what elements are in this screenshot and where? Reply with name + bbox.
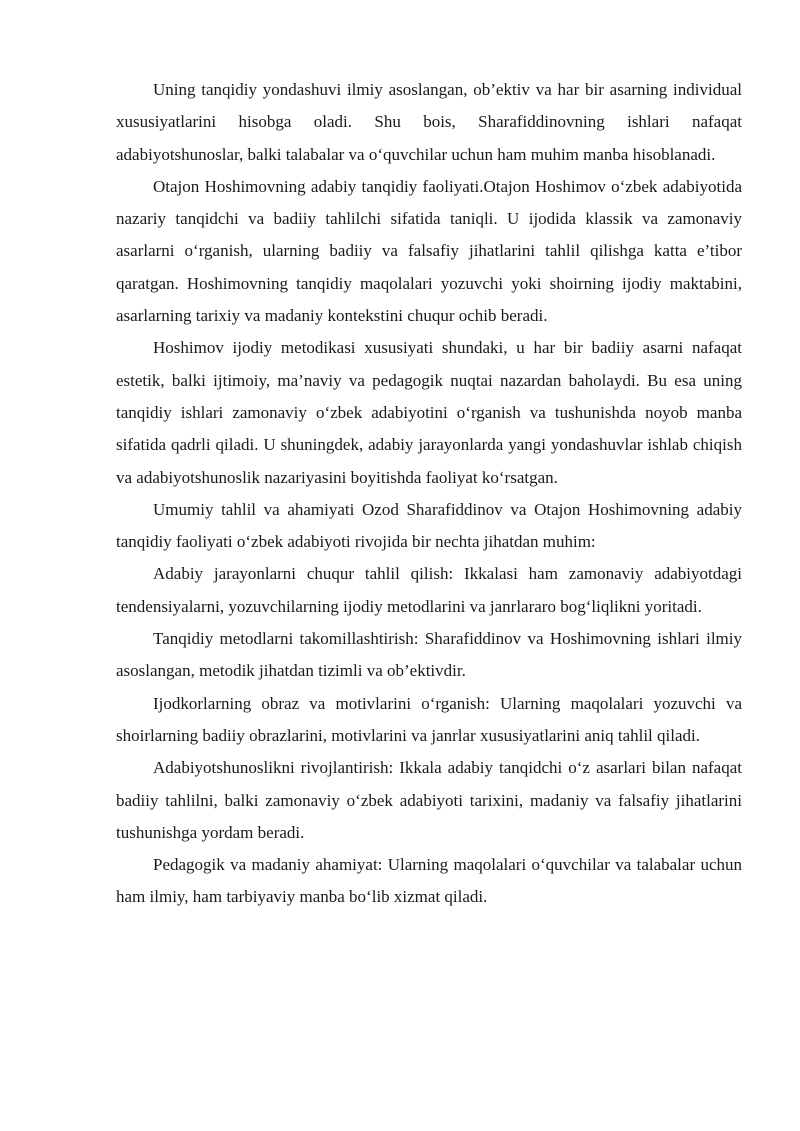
paragraph-hoshimov-criticism: Otajon Hoshimovning adabiy tanqidiy faoliyati.Otajon Hoshimov o‘zbek adabiyotida nazariy tanqidchi va badiiy tahlilchi sifatida taniqli. U ijodida klassik va zamonaviy asarlarni o‘rganish, ularning badiiy va falsafiy jihatlarini tahlil qilishga katta e’tibor qaratgan. Hoshimovning tanqidiy maqolalari yozuvchi yoki shoirning ijodiy maktabini, asarlarning tarixiy va madaniy kontekstini chuqur ochib beradi.	[116, 176, 742, 326]
paragraph-literary-process: Adabiy jarayonlarni chuqur tahlil qilish: Ikkalasi ham zamonaviy adabiyotdagi tendensiyalarni, yozuvchilarning ijodiy metodlarini va janrlararo bog‘liqlikni yoritadi.	[116, 564, 742, 616]
document-page	[116, 74, 742, 914]
paragraph-hoshimov-method: Hoshimov ijodiy metodikasi xususiyati shundaki, u har bir badiiy asarni nafaqat estetik, balki ijtimoiy, ma’naviy va pedagogik nuqtai nazardan baholaydi. Bu esa uning tanqidiy ishlari zamonaviy o‘zbek adabiyotini o‘rganish va tushunishda noyob manba sifatida qadrli qiladi. U shuningdek, adabiy jarayonlarda yangi yondashuvlar ishlab chiqish va adabiyotshunoslik nazariyasini boyitishda faoliyat ko‘rsatgan.	[116, 338, 742, 487]
paragraph-pedagogical-value: Pedagogik va madaniy ahamiyat: Ularning maqolalari o‘quvchilar va talabalar uchun ham ilmiy, ham tarbiyaviy manba bo‘lib xizmat qiladi.	[116, 855, 742, 907]
paragraph-literary-studies: Adabiyotshunoslikni rivojlantirish: Ikkala adabiy tanqidchi o‘z asarlari bilan nafaqat badiiy tahlilni, balki zamonaviy o‘zbek adabiyoti tarixini, madaniy va falsafiy jihatlarini tushunishga yordam beradi.	[116, 758, 742, 842]
paragraph-critical-methods: Tanqidiy metodlarni takomillashtirish: Sharafiddinov va Hoshimovning ishlari ilmiy asoslangan, metodik jihatdan tizimli va ob’ektivdir.	[116, 629, 742, 681]
paragraph-sharafiddinov-approach: Uning tanqidiy yondashuvi ilmiy asoslangan, ob’ektiv va har bir asarning individual xususiyatlarini hisobga oladi. Shu bois, Sharafiddinovning ishlari nafaqat adabiyotshunoslar, balki talabalar va o‘quvchilar uchun ham muhim manba hisoblanadi.	[116, 80, 742, 164]
paragraph-images-motifs: Ijodkorlarning obraz va motivlarini o‘rganish: Ularning maqolalari yozuvchi va shoirlarning badiiy obrazlarini, motivlarini va janrlar xususiyatlarini aniq tahlil qiladi.	[116, 693, 742, 745]
paragraph-general-analysis: Umumiy tahlil va ahamiyati Ozod Sharafiddinov va Otajon Hoshimovning adabiy tanqidiy faoliyati o‘zbek adabiyoti rivojida bir nechta jihatdan muhim:	[116, 499, 742, 552]
